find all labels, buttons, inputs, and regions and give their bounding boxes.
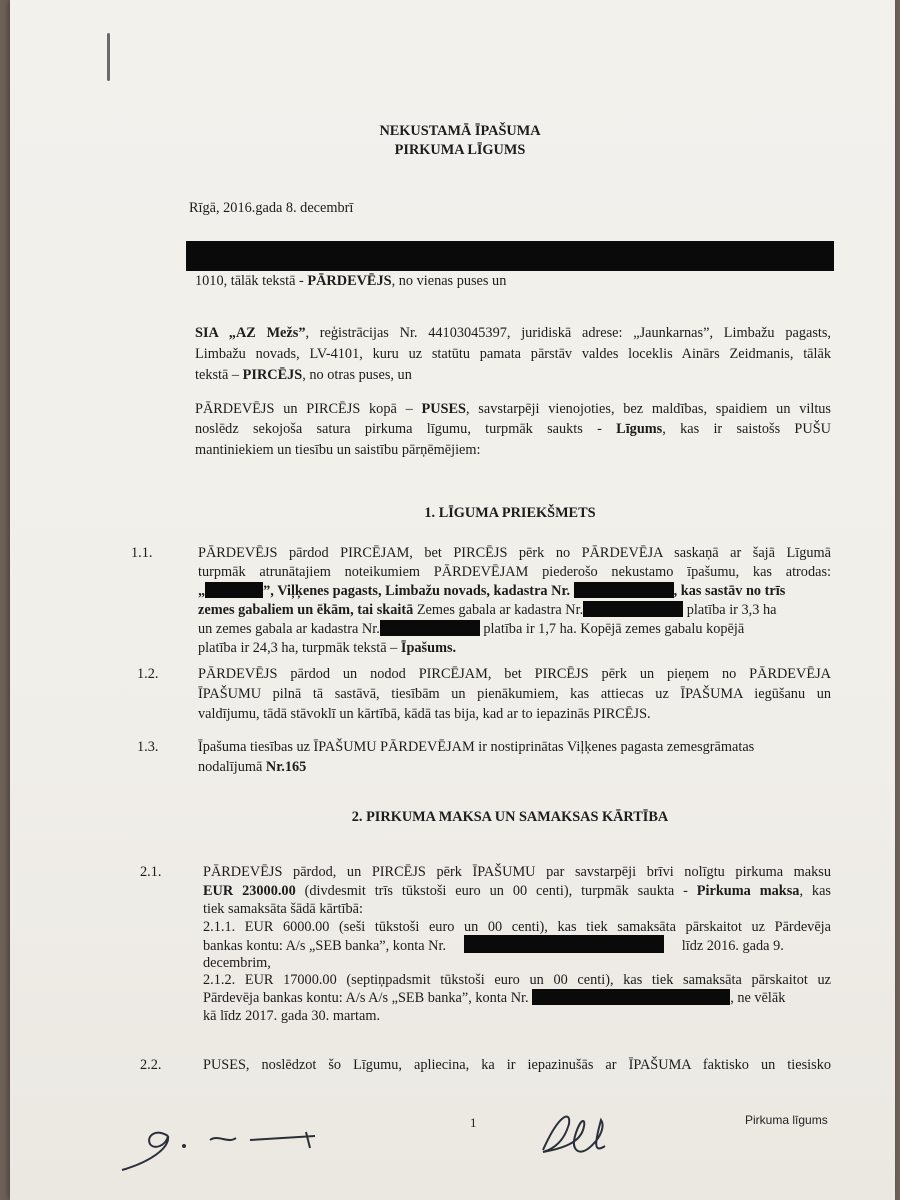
page-number: 1: [470, 1115, 477, 1130]
buyer-line-3: tekstā – PIRCĒJS, no otras puses, un: [195, 367, 412, 383]
clause-2-1-line-3: tiek samaksāta šādā kārtībā:: [203, 901, 363, 917]
clause-2-1-1-line-2: bankas kontu: A/s „SEB banka”, konta Nr. līdz 2016. gada 9.: [203, 935, 784, 956]
section-1-heading: 1. LĪGUMA PRIEKŠMETS: [424, 505, 596, 521]
clause-2-1-line-1: PĀRDEVĒJS pārdod, un PIRCĒJS pērk ĪPAŠUMU par savstarpēji brīvi nolīgtu pirkuma maksu: [203, 864, 831, 880]
buyer-line-2: Limbažu novads, LV-4101, kuru uz statūtu pamata pārstāv valdes loceklis Ainārs Zeidmanis, tālāk: [195, 346, 831, 362]
clause-1-1-line-4: zemes gabaliem un ēkām, tai skaitā Zemes gabala ar kadastra Nr. platība ir 3,3 ha: [198, 602, 777, 618]
clause-1-3-line-2: nodalījumā Nr.165: [198, 759, 307, 775]
clause-1-2-line-2: ĪPAŠUMU pilnā tā sastāvā, tiesībām un pienākumiem, kas attiecas uz ĪPAŠUMA iegūšanu un: [198, 686, 831, 702]
clause-2-2-line-1: PUSES, noslēdzot šo Līgumu, apliecina, ka ir iepazinušās ar ĪPAŠUMA faktisko un tiesisko: [203, 1057, 831, 1073]
redaction-cadastre-number: [574, 582, 674, 598]
parties-line-1: PĀRDEVĒJS un PIRCĒJS kopā – PUSES, savstarpēji vienojoties, bez maldības, spaidiem un viltus: [195, 401, 831, 417]
buyer-line-1: SIA „AZ Mežs”, reģistrācijas Nr. 44103045397, juridiskā adrese: „Jaunkarnas”, Limbažu pagasts,: [195, 325, 831, 341]
clause-1-3-line-1: Īpašuma tiesības uz ĪPAŠUMU PĀRDEVĒJAM ir nostiprinātas Viļķenes pagasta zemesgrāmatas: [198, 739, 755, 755]
section-2-heading: 2. PIRKUMA MAKSA UN SAMAKSAS KĀRTĪBA: [351, 809, 669, 825]
parties-line-3: mantiniekiem un tiesību un saistību pārņēmējiem:: [195, 442, 481, 458]
seller-line: 1010, tālāk tekstā - PĀRDEVĒJS, no vienas puses un: [195, 273, 507, 289]
clause-number-1-3: 1.3.: [137, 739, 159, 755]
clause-1-1-line-6: platība ir 24,3 ha, turpmāk tekstā – Īpašums.: [198, 640, 457, 656]
seller-signature: [110, 1118, 340, 1178]
footer-label: Pirkuma līgums: [745, 1113, 828, 1127]
place-date: Rīgā, 2016.gada 8. decembrī: [189, 200, 354, 216]
clause-2-1-2-line-3: kā līdz 2017. gada 30. martam.: [203, 1008, 381, 1024]
clause-1-1-line-1: PĀRDEVĒJS pārdod PIRCĒJAM, bet PIRCĒJS pērk no PĀRDEVĒJA saskaņā ar šajā Līgumā: [198, 545, 831, 561]
clause-1-2-line-3: valdījumu, tādā stāvoklī un kārtībā, kādā tas bija, kad ar to iepazinās PIRCĒJS.: [198, 706, 651, 722]
title-line-1: NEKUSTAMĀ ĪPAŠUMA: [379, 123, 541, 139]
clause-1-2-line-1: PĀRDEVĒJS pārdod un nodod PIRCĒJAM, bet PIRCĒJS pērk un pieņem no PĀRDEVĒJA: [198, 666, 831, 682]
redaction-account-number-1: [464, 935, 664, 953]
clause-number-2-1: 2.1.: [140, 864, 162, 880]
title-line-2: PIRKUMA LĪGUMS: [394, 142, 526, 158]
clause-1-1-line-5: un zemes gabala ar kadastra Nr. platība ir 1,7 ha. Kopējā zemes gabalu kopējā: [198, 621, 745, 637]
parties-line-2: noslēdz sekojoša satura pirkuma līgumu, turpmāk saukts - Līgums, kas ir saistošs PUŠU: [195, 421, 831, 437]
clause-2-1-2-line-1: 2.1.2. EUR 17000.00 (septiņpadsmit tūkstoši euro un 00 centi), kas tiek samaksāta pārskaitot uz: [203, 972, 831, 988]
clause-number-2-2: 2.2.: [140, 1057, 162, 1073]
clause-number-1-2: 1.2.: [137, 666, 159, 682]
buyer-signature: [535, 1108, 625, 1163]
redaction-account-number-2: [532, 989, 730, 1005]
staple-mark: [107, 33, 110, 81]
document-page: [10, 0, 895, 1200]
clause-2-1-2-line-2: Pārdevēja bankas kontu: A/s A/s „SEB banka”, konta Nr. , ne vēlāk: [203, 990, 786, 1006]
redaction-cadastre-number-3: [380, 620, 480, 636]
clause-number-1-1: 1.1.: [131, 545, 153, 561]
clause-1-1-line-2: turpmāk atrunātajiem noteikumiem PĀRDEVĒJAM piederošo nekustamo īpašumu, kas atrodas:: [198, 564, 831, 580]
clause-2-1-line-2: EUR 23000.00 (divdesmit trīs tūkstoši euro un 00 centi), turpmāk saukta - Pirkuma maksa, kas: [203, 883, 831, 899]
redaction-cadastre-number-2: [583, 601, 683, 617]
redaction-property-name: [205, 582, 263, 598]
clause-2-1-1-line-1: 2.1.1. EUR 6000.00 (seši tūkstoši euro un 00 centi), kas tiek samaksāta pārskaitot uz Pārdevēja: [203, 919, 831, 935]
redaction-seller-details: [186, 241, 834, 271]
clause-2-1-1-line-3: decembrim,: [203, 955, 271, 971]
clause-1-1-line-3: „ ”, Viļķenes pagasts, Limbažu novads, kadastra Nr. , kas sastāv no trīs: [198, 583, 786, 599]
